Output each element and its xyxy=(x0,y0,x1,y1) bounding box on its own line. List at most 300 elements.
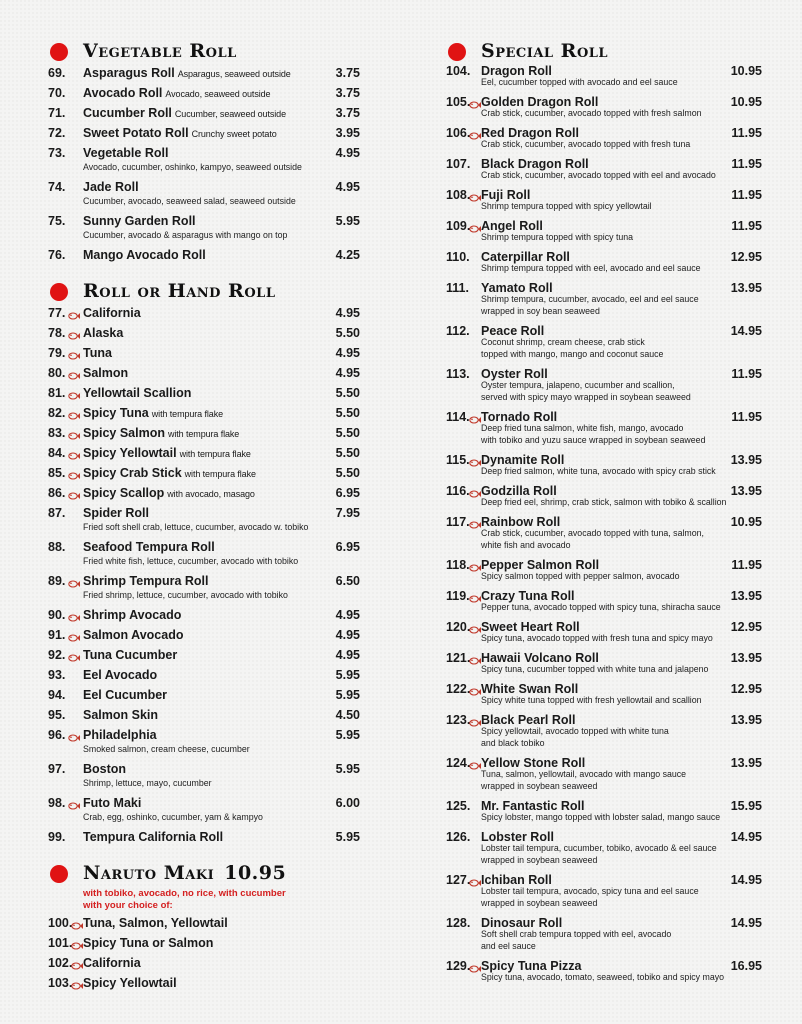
item-description: Deep fried eel, shrimp, crab stick, salmon with tobiko & scallion xyxy=(481,497,727,507)
item-name xyxy=(83,346,112,360)
item-name-text: Ichiban Roll xyxy=(481,873,552,887)
section-note: with tobiko, avocado, no rice, with cucumber with your choice of: xyxy=(83,888,286,911)
item-number: 74. xyxy=(48,180,66,194)
item-name xyxy=(83,406,223,420)
item-name xyxy=(83,386,191,400)
item-price: 5.50 xyxy=(335,406,360,420)
fish-icon xyxy=(469,560,481,570)
item-name-text: Black Dragon Roll xyxy=(481,157,589,171)
item-description: Crab stick, cucumber, avocado topped with fresh salmon xyxy=(481,108,702,118)
item-name xyxy=(83,326,123,340)
item-name xyxy=(83,146,168,160)
item-description: Crab, egg, oshinko, cucumber, yam & kampyo xyxy=(83,812,263,822)
fish-icon xyxy=(68,650,80,660)
item-price: 13.95 xyxy=(730,589,762,603)
item-name xyxy=(83,688,167,702)
item-name-text: Salmon Avocado xyxy=(83,628,184,642)
item-price: 5.95 xyxy=(335,668,360,682)
item-number: 96. xyxy=(48,728,66,742)
item-price: 6.50 xyxy=(335,574,360,588)
item-name xyxy=(83,796,141,810)
item-number: 116. xyxy=(446,484,470,498)
item-name xyxy=(83,936,213,950)
item-price: 14.95 xyxy=(730,830,762,844)
item-inline-description: with tempura flake xyxy=(167,429,240,439)
item-price: 5.95 xyxy=(335,762,360,776)
item-number: 79. xyxy=(48,346,66,360)
item-name xyxy=(83,366,128,380)
item-name-text: Red Dragon Roll xyxy=(481,126,579,140)
item-inline-description: Cucumber, seaweed outside xyxy=(174,109,286,119)
item-name-text: Vegetable Roll xyxy=(83,146,169,160)
item-price: 6.95 xyxy=(335,540,360,554)
item-price: 14.95 xyxy=(730,873,762,887)
item-description: Shrimp tempura topped with spicy tuna xyxy=(481,232,634,242)
item-price: 4.25 xyxy=(335,248,360,262)
item-number: 83. xyxy=(48,426,66,440)
item-description: Deep fried tuna salmon, white fish, mango, avocado with tobiko and yuzu sauce wrapped in soybean seaweed xyxy=(481,423,706,445)
item-price: 6.95 xyxy=(335,486,360,500)
item-name xyxy=(83,574,208,588)
item-number: 104. xyxy=(446,64,471,78)
item-number: 114. xyxy=(446,410,470,424)
item-price: 10.95 xyxy=(730,515,762,529)
item-description: Crab stick, cucumber, avocado topped with eel and avocado xyxy=(481,170,716,180)
item-price: 4.95 xyxy=(335,648,360,662)
item-description: Shrimp tempura topped with eel, avocado and eel sauce xyxy=(481,263,701,273)
item-description: Fried white fish, lettuce, cucumber, avocado with tobiko xyxy=(83,556,299,566)
item-price: 14.95 xyxy=(730,916,762,930)
item-description: Spicy tuna, avocado, tomato, seaweed, tobiko and spicy mayo xyxy=(481,972,725,982)
item-name-text: Spicy Tuna Pizza xyxy=(481,959,582,973)
item-name xyxy=(83,956,141,970)
item-name-text: Spicy Yellowtail xyxy=(83,976,177,990)
item-inline-description: with avocado, masago xyxy=(167,489,255,499)
item-price: 11.95 xyxy=(731,367,762,381)
item-inline-description: Crunchy sweet potato xyxy=(191,129,277,139)
section-price: 10.95 xyxy=(224,862,287,884)
item-price: 12.95 xyxy=(730,250,762,264)
item-price: 5.50 xyxy=(335,426,360,440)
item-number: 118. xyxy=(446,558,470,572)
item-price: 6.00 xyxy=(335,796,360,810)
fish-icon xyxy=(469,455,481,465)
item-number: 84. xyxy=(48,446,66,460)
item-price: 11.95 xyxy=(731,126,762,140)
item-price: 5.50 xyxy=(335,326,360,340)
item-number: 124. xyxy=(446,756,471,770)
item-name-text: Rainbow Roll xyxy=(481,515,561,529)
item-number: 100. xyxy=(48,916,73,930)
item-description: Smoked salmon, cream cheese, cucumber xyxy=(83,744,250,754)
section-header xyxy=(48,36,360,66)
item-number: 89. xyxy=(48,574,66,588)
item-name xyxy=(83,126,277,140)
item-description: Shrimp, lettuce, mayo, cucumber xyxy=(83,778,212,788)
item-description: Fried soft shell crab, lettuce, cucumber, avocado w. tobiko xyxy=(83,522,309,532)
item-price: 5.50 xyxy=(335,386,360,400)
item-name xyxy=(83,976,177,990)
naruto-maki-section xyxy=(48,858,360,990)
item-number: 97. xyxy=(48,762,66,776)
item-price: 5.95 xyxy=(335,830,360,844)
item-name-text: Mr. Fantastic Roll xyxy=(481,799,585,813)
item-price: 3.75 xyxy=(335,106,360,120)
fish-icon xyxy=(469,128,481,138)
item-name-text: Angel Roll xyxy=(481,219,543,233)
fish-icon xyxy=(469,622,481,632)
item-number: 85. xyxy=(48,466,66,480)
item-number: 107. xyxy=(446,157,471,171)
item-price: 11.95 xyxy=(731,188,762,202)
item-name xyxy=(83,446,251,460)
item-description: Crab stick, cucumber, avocado topped with fresh tuna xyxy=(481,139,691,149)
item-number: 125. xyxy=(446,799,471,813)
section-title xyxy=(83,862,286,884)
item-name-text: Spicy Crab Stick xyxy=(83,466,182,480)
item-number: 72. xyxy=(48,126,66,140)
section-title: Vegetable Roll xyxy=(83,40,237,62)
fish-icon xyxy=(469,758,481,768)
item-name-text: Hawaii Volcano Roll xyxy=(481,651,599,665)
fish-icon xyxy=(469,517,481,527)
item-price: 3.75 xyxy=(335,66,360,80)
item-price: 15.95 xyxy=(730,799,762,813)
item-number: 92. xyxy=(48,648,66,662)
item-description: Fried shrimp, lettuce, cucumber, avocado with tobiko xyxy=(83,590,288,600)
fish-icon xyxy=(469,653,481,663)
fish-icon xyxy=(469,221,481,231)
item-name xyxy=(83,426,239,440)
item-price: 5.95 xyxy=(335,728,360,742)
item-name xyxy=(83,708,158,722)
red-circle-bullet-icon xyxy=(50,283,68,301)
item-name-text: Black Pearl Roll xyxy=(481,713,576,727)
fish-icon xyxy=(68,630,80,640)
item-number: 108. xyxy=(446,188,471,202)
item-number: 110. xyxy=(446,250,470,264)
fish-icon xyxy=(68,468,80,478)
fish-icon xyxy=(68,448,80,458)
fish-icon xyxy=(71,938,83,948)
item-number: 101. xyxy=(48,936,73,950)
item-description: Pepper tuna, avocado topped with spicy tuna, shiracha sauce xyxy=(481,602,721,612)
item-name-text: Dinosaur Roll xyxy=(481,916,563,930)
item-name xyxy=(83,728,157,742)
item-name-text: Pepper Salmon Roll xyxy=(481,558,600,572)
item-description: Cucumber, avocado & asparagus with mango on top xyxy=(83,230,288,240)
fish-icon xyxy=(71,918,83,928)
item-name xyxy=(83,762,126,776)
item-description: Avocado, cucumber, oshinko, kampyo, seaweed outside xyxy=(83,162,302,172)
item-name-text: Sweet Heart Roll xyxy=(481,620,580,634)
item-number: 127. xyxy=(446,873,471,887)
item-name-text: Alaska xyxy=(83,326,124,340)
item-name-text: Spicy Scallop xyxy=(83,486,165,500)
item-price: 4.95 xyxy=(335,146,360,160)
item-name xyxy=(83,106,286,120)
item-description: Oyster tempura, jalapeno, cucumber and scallion, served with spicy mayo wrapped in soybean seaweed xyxy=(481,380,691,402)
item-number: 123. xyxy=(446,713,471,727)
item-name xyxy=(83,486,255,500)
item-name-text: Eel Avocado xyxy=(83,668,158,682)
item-price: 4.95 xyxy=(335,608,360,622)
item-number: 98. xyxy=(48,796,66,810)
fish-icon xyxy=(469,97,481,107)
item-number: 94. xyxy=(48,688,66,702)
item-number: 87. xyxy=(48,506,66,520)
item-description: Lobster tail tempura, cucumber, tobiko, avocado & eel sauce wrapped in soybean seaweed xyxy=(481,843,717,865)
item-price: 4.50 xyxy=(335,708,360,722)
item-name-text: Shrimp Tempura Roll xyxy=(83,574,209,588)
item-price: 11.95 xyxy=(731,219,762,233)
fish-icon xyxy=(68,730,80,740)
item-description: Deep fried salmon, white tuna, avocado with spicy crab stick xyxy=(481,466,716,476)
item-name xyxy=(83,86,270,100)
item-price: 5.50 xyxy=(335,446,360,460)
item-name-text: Golden Dragon Roll xyxy=(481,95,599,109)
item-name-text: Tempura California Roll xyxy=(83,830,224,844)
item-name-text: Philadelphia xyxy=(83,728,157,742)
item-number: 122. xyxy=(446,682,471,696)
item-name-text: Salmon Skin xyxy=(83,708,159,722)
item-number: 82. xyxy=(48,406,66,420)
item-name-text: Asparagus Roll xyxy=(83,66,175,80)
item-number: 77. xyxy=(48,306,66,320)
item-name-text: Spicy Salmon xyxy=(83,426,165,440)
fish-icon xyxy=(68,576,80,586)
item-name-text: Yamato Roll xyxy=(481,281,553,295)
vegetable-roll-section xyxy=(48,36,360,262)
item-name-text: Jade Roll xyxy=(83,180,139,194)
item-name-text: Spicy Yellowtail xyxy=(83,446,177,460)
red-circle-bullet-icon xyxy=(50,865,68,883)
item-price: 13.95 xyxy=(730,651,762,665)
item-number: 121. xyxy=(446,651,471,665)
section-title: Roll or Hand Roll xyxy=(83,280,276,302)
item-description: Spicy white tuna topped with fresh yellowtail and scallion xyxy=(481,695,702,705)
item-name-text: Mango Avocado Roll xyxy=(83,248,206,262)
item-name-text: Caterpillar Roll xyxy=(481,250,570,264)
item-price: 16.95 xyxy=(730,959,762,973)
item-number: 129. xyxy=(446,959,471,973)
item-price: 4.95 xyxy=(335,180,360,194)
item-description: Coconut shrimp, cream cheese, crab stick topped with mango, mango and coconut sauce xyxy=(481,337,664,359)
fish-icon xyxy=(68,368,80,378)
item-number: 111. xyxy=(446,281,469,295)
item-number: 109. xyxy=(446,219,471,233)
item-number: 70. xyxy=(48,86,66,100)
item-name-text: Lobster Roll xyxy=(481,830,554,844)
item-price: 5.50 xyxy=(335,466,360,480)
item-price: 3.75 xyxy=(335,86,360,100)
item-number: 105. xyxy=(446,95,471,109)
item-price: 5.95 xyxy=(335,688,360,702)
fish-icon xyxy=(68,388,80,398)
item-number: 91. xyxy=(48,628,66,642)
item-name-text: Cucumber Roll xyxy=(83,106,172,120)
item-name-text: Godzilla Roll xyxy=(481,484,557,498)
item-name-text: Tuna xyxy=(83,346,112,360)
item-name-text: Sweet Potato Roll xyxy=(83,126,189,140)
section-header xyxy=(48,858,360,888)
item-number: 113. xyxy=(446,367,470,381)
item-name-text: Dynamite Roll xyxy=(481,453,565,467)
item-inline-description: Avocado, seaweed outside xyxy=(165,89,271,99)
section-header xyxy=(446,36,762,66)
roll-or-hand-roll-section xyxy=(48,276,360,844)
fish-icon xyxy=(469,875,481,885)
item-price: 7.95 xyxy=(335,506,360,520)
item-price: 12.95 xyxy=(730,682,762,696)
fish-icon xyxy=(469,190,481,200)
item-number: 106. xyxy=(446,126,471,140)
item-price: 10.95 xyxy=(730,64,762,78)
item-name-text: Eel Cucumber xyxy=(83,688,168,702)
red-circle-bullet-icon xyxy=(50,43,68,61)
item-number: 73. xyxy=(48,146,66,160)
item-number: 86. xyxy=(48,486,66,500)
section-title: Special Roll xyxy=(481,40,609,62)
fish-icon xyxy=(71,978,83,988)
item-name-text: Spicy Tuna xyxy=(83,406,149,420)
item-name-text: Crazy Tuna Roll xyxy=(481,589,575,603)
item-name xyxy=(83,214,196,228)
fish-icon xyxy=(68,348,80,358)
item-name xyxy=(83,66,291,80)
item-price: 14.95 xyxy=(730,324,762,338)
item-number: 126. xyxy=(446,830,471,844)
item-description: Spicy yellowtail, avocado topped with white tuna and black tobiko xyxy=(481,726,669,748)
item-name xyxy=(83,830,223,844)
item-name-text: Dragon Roll xyxy=(481,64,552,78)
item-price: 11.95 xyxy=(731,558,762,572)
item-price: 13.95 xyxy=(730,453,762,467)
item-name xyxy=(83,916,228,930)
item-name-text: Sunny Garden Roll xyxy=(83,214,196,228)
fish-icon xyxy=(68,428,80,438)
item-number: 81. xyxy=(48,386,66,400)
item-number: 102. xyxy=(48,956,73,970)
fish-icon xyxy=(68,308,80,318)
item-number: 88. xyxy=(48,540,66,554)
item-name-text: Yellow Stone Roll xyxy=(481,756,586,770)
item-number: 75. xyxy=(48,214,66,228)
item-price: 13.95 xyxy=(730,484,762,498)
item-description: Lobster tail tempura, avocado, spicy tuna and eel sauce wrapped in soybean seaweed xyxy=(481,886,699,908)
section-header xyxy=(48,276,360,306)
item-name-text: Tuna Cucumber xyxy=(83,648,178,662)
item-number: 76. xyxy=(48,248,66,262)
item-name-text: Fuji Roll xyxy=(481,188,531,202)
item-name xyxy=(83,248,206,262)
item-description: Shrimp tempura, cucumber, avocado, eel and eel sauce wrapped in soy bean seaweed xyxy=(481,294,699,316)
fish-icon xyxy=(469,591,481,601)
item-number: 117. xyxy=(446,515,470,529)
item-name xyxy=(83,180,139,194)
item-name-text: Peace Roll xyxy=(481,324,545,338)
item-description: Spicy tuna, cucumber topped with white tuna and jalapeno xyxy=(481,664,709,674)
item-number: 120. xyxy=(446,620,471,634)
item-price: 11.95 xyxy=(731,410,762,424)
item-price: 13.95 xyxy=(730,281,762,295)
item-inline-description: Asparagus, seaweed outside xyxy=(177,69,291,79)
item-name-text: Spider Roll xyxy=(83,506,149,520)
item-number: 115. xyxy=(446,453,470,467)
item-name-text: Spicy Tuna or Salmon xyxy=(83,936,214,950)
special-roll-section xyxy=(446,36,762,982)
item-price: 4.95 xyxy=(335,366,360,380)
item-number: 95. xyxy=(48,708,66,722)
item-name-text: Oyster Roll xyxy=(481,367,548,381)
item-number: 93. xyxy=(48,668,66,682)
item-name xyxy=(83,648,177,662)
fish-icon xyxy=(68,488,80,498)
item-name xyxy=(83,506,149,520)
fish-icon xyxy=(68,798,80,808)
item-name-text: Yellowtail Scallion xyxy=(83,386,192,400)
item-description: Soft shell crab tempura topped with eel, avocado and eel sauce xyxy=(481,929,672,951)
item-name xyxy=(83,540,215,554)
item-price: 3.95 xyxy=(335,126,360,140)
item-description: Eel, cucumber topped with avocado and eel sauce xyxy=(481,77,678,87)
item-price: 10.95 xyxy=(730,95,762,109)
item-number: 69. xyxy=(48,66,66,80)
fish-icon xyxy=(469,486,481,496)
item-number: 128. xyxy=(446,916,471,930)
fish-icon xyxy=(469,715,481,725)
item-number: 90. xyxy=(48,608,66,622)
item-description: Spicy tuna, avocado topped with fresh tuna and spicy mayo xyxy=(481,633,713,643)
fish-icon xyxy=(68,408,80,418)
item-name xyxy=(83,306,141,320)
item-description: Spicy salmon topped with pepper salmon, avocado xyxy=(481,571,680,581)
item-name-text: Tornado Roll xyxy=(481,410,558,424)
item-name-text: Boston xyxy=(83,762,127,776)
item-number: 119. xyxy=(446,589,470,603)
item-number: 99. xyxy=(48,830,66,844)
item-name-text: Seafood Tempura Roll xyxy=(83,540,215,554)
item-description: Tuna, salmon, yellowtail, avocado with mango sauce wrapped in soybean seaweed xyxy=(481,769,687,791)
item-inline-description: with tempura flake xyxy=(151,409,223,419)
item-name-text: California xyxy=(83,306,141,320)
item-name-text: White Swan Roll xyxy=(481,682,579,696)
item-description: Crab stick, cucumber, avocado topped with tuna, salmon, white fish and avocado xyxy=(481,528,704,550)
section-title-text: Naruto Maki xyxy=(83,862,215,884)
item-name xyxy=(83,608,181,622)
item-name xyxy=(83,668,157,682)
item-name xyxy=(83,466,256,480)
fish-icon xyxy=(71,958,83,968)
item-name-text: Avocado Roll xyxy=(83,86,163,100)
item-name-text: Salmon xyxy=(83,366,129,380)
item-description: Shrimp tempura topped with spicy yellowtail xyxy=(481,201,652,211)
item-price: 13.95 xyxy=(730,713,762,727)
item-price: 4.95 xyxy=(335,306,360,320)
fish-icon xyxy=(68,610,80,620)
item-price: 4.95 xyxy=(335,346,360,360)
item-description: Spicy lobster, mango topped with lobster salad, mango sauce xyxy=(481,812,721,822)
item-price: 12.95 xyxy=(730,620,762,634)
item-number: 71. xyxy=(48,106,66,120)
item-number: 112. xyxy=(446,324,470,338)
item-description: Cucumber, avocado, seaweed salad, seaweed outside xyxy=(83,196,296,206)
item-price: 5.95 xyxy=(335,214,360,228)
red-circle-bullet-icon xyxy=(448,43,466,61)
item-name xyxy=(83,628,183,642)
fish-icon xyxy=(469,961,481,971)
item-number: 103. xyxy=(48,976,73,990)
